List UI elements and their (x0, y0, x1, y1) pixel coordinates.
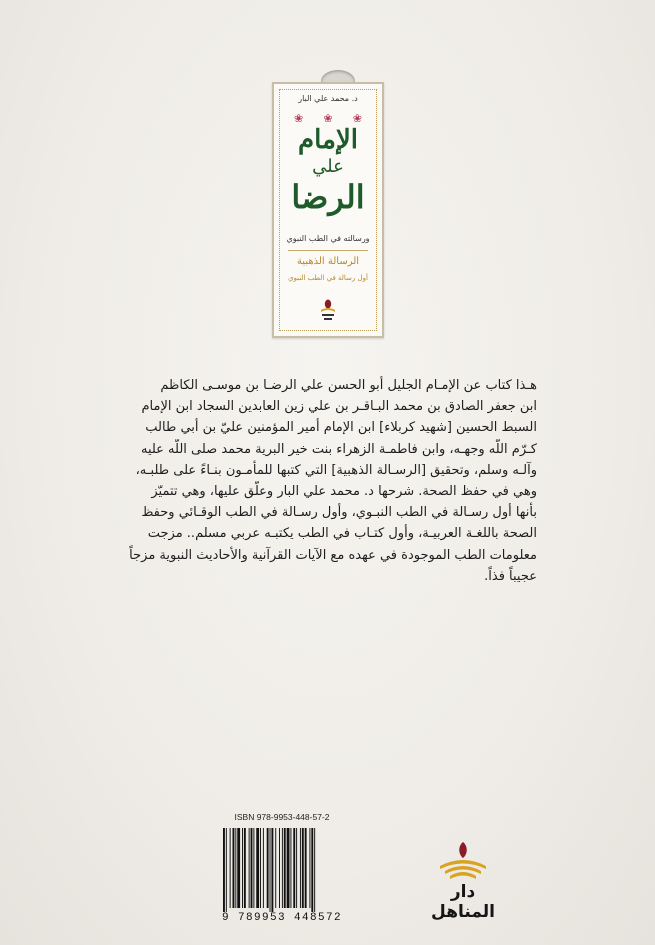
barcode-bar (230, 828, 231, 908)
barcode-bar (279, 828, 280, 908)
thumbnail-gold-title: الرسالة الذهبية (296, 256, 360, 267)
barcode-bar (237, 828, 240, 908)
thumbnail-divider (288, 250, 368, 251)
barcode-bar (233, 828, 235, 908)
barcode-bar (314, 828, 315, 912)
description-line: وآلـه وسلم، وتحقيق [الرسـالة الذهبية] التي كتبها للمأمـون بنـاءً على طلبـه، (135, 462, 537, 478)
rose-ornament-icon: ❀ (352, 111, 362, 125)
barcode-digits: 9 789953 448572 (221, 912, 343, 924)
barcode-bar (235, 828, 236, 908)
description-line: عجيباً فذاً. (484, 568, 537, 584)
barcode-bar (287, 828, 290, 908)
thumbnail-subtitle: ورسالته في الطب النبوي (286, 234, 370, 243)
barcode-bar (284, 828, 286, 908)
barcode-bar (282, 828, 283, 908)
thumbnail-author: د. محمد علي البار (298, 94, 358, 103)
publisher-emblem-icon (418, 840, 508, 882)
description-line: بأنها أول رسـالة في الطب النبـوي، وأول رسـالة في الطب الوقـائي وحفظ (141, 505, 537, 521)
book-description (117, 375, 537, 587)
barcode-bar (253, 828, 254, 908)
barcode-bars (222, 828, 342, 912)
publisher-logo (418, 840, 508, 922)
publisher-name: دار المناهل (431, 882, 495, 922)
thumbnail-title-line1: الإمام (298, 125, 358, 155)
description-line: وهي في حفظ الصحة. شرحها د. محمد علي البار وعلّق عليها، وهي تتميّز (151, 484, 537, 500)
barcode-bar (226, 828, 227, 912)
isbn-label: ISBN 978-9953-448-57-2 (234, 812, 330, 822)
barcode-bar (305, 828, 307, 908)
description-line: هـذا كتاب عن الإمـام الجليل أبو الحسن علي الرضـا بن موسـى الكاظم (160, 378, 537, 393)
rose-ornament-icon: ❀ (294, 111, 304, 125)
barcode-bar (223, 828, 225, 912)
isbn-barcode (220, 812, 344, 928)
thumbnail-ornament (284, 110, 372, 126)
barcode-bar (300, 828, 301, 908)
description-line: كـرّم اللّه وجهـه، وابن فاطمـة الزهراء بنت خير البرية محمد صلى اللّه عليه (140, 441, 537, 457)
barcode-bar (244, 828, 246, 908)
thumbnail-publisher-logo-icon (318, 298, 338, 322)
barcode-bar (309, 828, 310, 908)
barcode-bar (311, 828, 313, 912)
description-line: السبط الحسين [شهيد كربلاء] ابن الإمام أمير المؤمنين عليّ بن أبي طالب (145, 420, 537, 436)
barcode-bar (270, 828, 271, 912)
barcode-bar (251, 828, 253, 908)
thumbnail-gold-subtitle: أول رسالة في الطب النبوي (288, 274, 368, 282)
thumbnail-title-line2: علي (312, 156, 344, 177)
barcode-bar (249, 828, 250, 908)
barcode-bar (256, 828, 259, 908)
barcode-bar (275, 828, 276, 908)
description-line: الصحة باللغـة العربيـة، وأول كتـاب في الطب يكتبـه عربي مسلم.. مزجت (147, 526, 537, 542)
rose-ornament-icon: ❀ (323, 111, 333, 125)
barcode-bar (293, 828, 295, 908)
barcode-bar (296, 828, 297, 908)
description-line: معلومات الطب الموجودة في عهده مع الآيات القرآنية والأحاديث النبوية مزجاً (129, 547, 537, 563)
barcode-bar (267, 828, 269, 908)
barcode-bar (242, 828, 243, 908)
barcode-bar (302, 828, 304, 908)
barcode-bar (290, 828, 291, 908)
barcode-bar (263, 828, 264, 908)
thumbnail-title-line3: الرضا (291, 178, 365, 216)
barcode-bar (260, 828, 261, 908)
description-line: ابن جعفر الصادق بن محمد البـاقـر بن علي زين العابدين السجاد ابن الإمام (141, 399, 537, 415)
front-cover-thumbnail (272, 82, 384, 338)
barcode-bar (271, 828, 273, 912)
